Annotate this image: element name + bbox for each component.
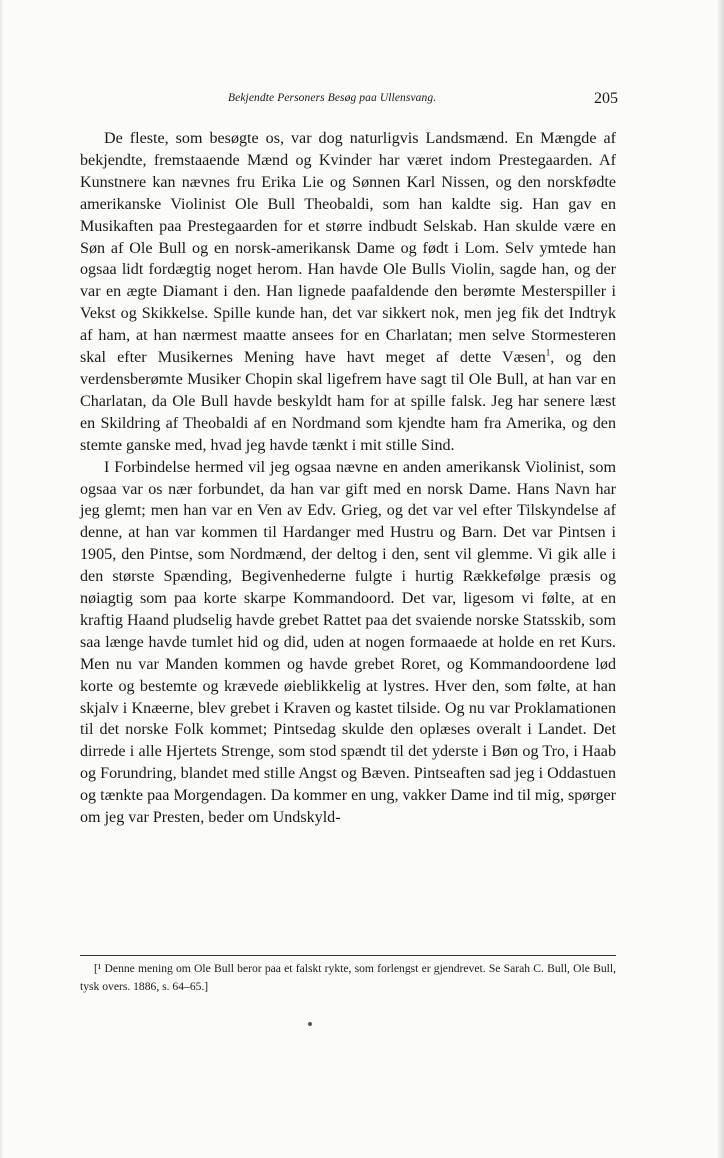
- page-number: 205: [594, 90, 618, 107]
- footnote-divider: [80, 955, 616, 956]
- paragraph-2: I Forbindelse hermed vil jeg ogsaa nævne en anden amerikansk Violinist, som ogsaa var os nær forbundet, da han var gift med en norsk Dame. Hans Navn har jeg glemt; men han var en Ven av Edv. Grieg, og det var vel efter Tilskyndelse af denne, at han var kommen til Hardanger med Hustru og Barn. Det var Pintsen i 1905, den Pintse, som Nordmænd, der deltog i den, sent vil glemme. Vi gik alle i den største Spænding, Begivenhederne fulgte i hurtig Rækkefølge præsis og nøiagtig som paa korte skarpe Kommandoord. Det var, ligesom vi følte, at en kraftig Haand pludselig havde grebet Rattet paa det svaiende norske Statsskib, som saa længe havde tumlet hid og did, uden at nogen formaaede at holde en ret Kurs. Men nu var Manden kommen og havde grebet Roret, og Kommandoordene lød korte og bestemte og krævede øieblikkelig at lystres. Hver den, som følte, at han skjalv i Knæerne, blev grebet i Kraven og kastet tilside. Og nu var Proklamationen til det norske Folk kommet; Pintsedag skulde den oplæses overalt i Landet. Det dirrede i alle Hjertets Strenge, som stod spændt til det yderste i Bøn og Tro, i Haab og Forundring, blandet med stille Angst og Bæven. Pintseaften sad jeg i Oddastuen og tænkte paa Morgendagen. Da kommer en ung, vakker Dame ind til mig, spørger om jeg var Presten, beder om Undskyld-: [80, 458, 616, 827]
- page-edge-left: [0, 0, 4, 1158]
- print-speck: [308, 1022, 312, 1026]
- body-text: [80, 128, 616, 829]
- paragraph-1: [80, 128, 616, 457]
- footnote-text: [¹ Denne mening om Ole Bull beror paa et falskt rykte, som forlengst er gjendrevet. Se Sarah C. Bull, Ole Bull, tysk overs. 1886, s. 64–65.]: [80, 962, 616, 993]
- paragraph-1-text-a: De fleste, som besøgte os, var dog naturligvis Landsmænd. En Mængde af bekjendte, fremstaaende Mænd og Kvinder har været indom Prestegaarden. Af Kunstnere kan nævnes fru Erika Lie og Sønnen Karl Nissen, og den norskfødte amerikanske Violinist Ole Bull Theobaldi, som han kaldte sig. Han gav en Musikaften paa Prestegaarden for et større indbudt Selskab. Han skulde være en Søn af Ole Bull og en norsk-amerikansk Dame og født i Lom. Selv ymtede han ogsaa lidt fordægtig noget herom. Han havde Ole Bulls Violin, sagde han, og der var en ægte Diamant i den. Han lignede paafaldende den berømte Mesterspiller i Vekst og Skikkelse. Spille kunde han, det var sikkert nok, men jeg fik det Indtryk af ham, at han nærmest maatte ansees for en Charlatan; men selve Stormesteren skal efter Musikernes Mening have havt meget af dette Væsen: [80, 130, 616, 367]
- footnote-marker: 1: [545, 347, 551, 358]
- page-header: [80, 92, 618, 114]
- running-head: Bekjendte Personers Besøg paa Ullensvang.: [228, 92, 437, 104]
- paragraph-1-text-b: , og den verdensberømte Musiker Chopin skal ligefrem have sagt til Ole Bull, at han var en Charlatan, da Ole Bull havde beskyldt ham for at spille falsk. Jeg har senere læst en Skildring af Theobaldi af en Nordmand som kjendte ham fra Amerika, og den stemte ganske med, hvad jeg havde tænkt i mit stille Sind.: [80, 349, 616, 454]
- footnote: [80, 960, 616, 995]
- page-edge-right: [718, 0, 724, 1158]
